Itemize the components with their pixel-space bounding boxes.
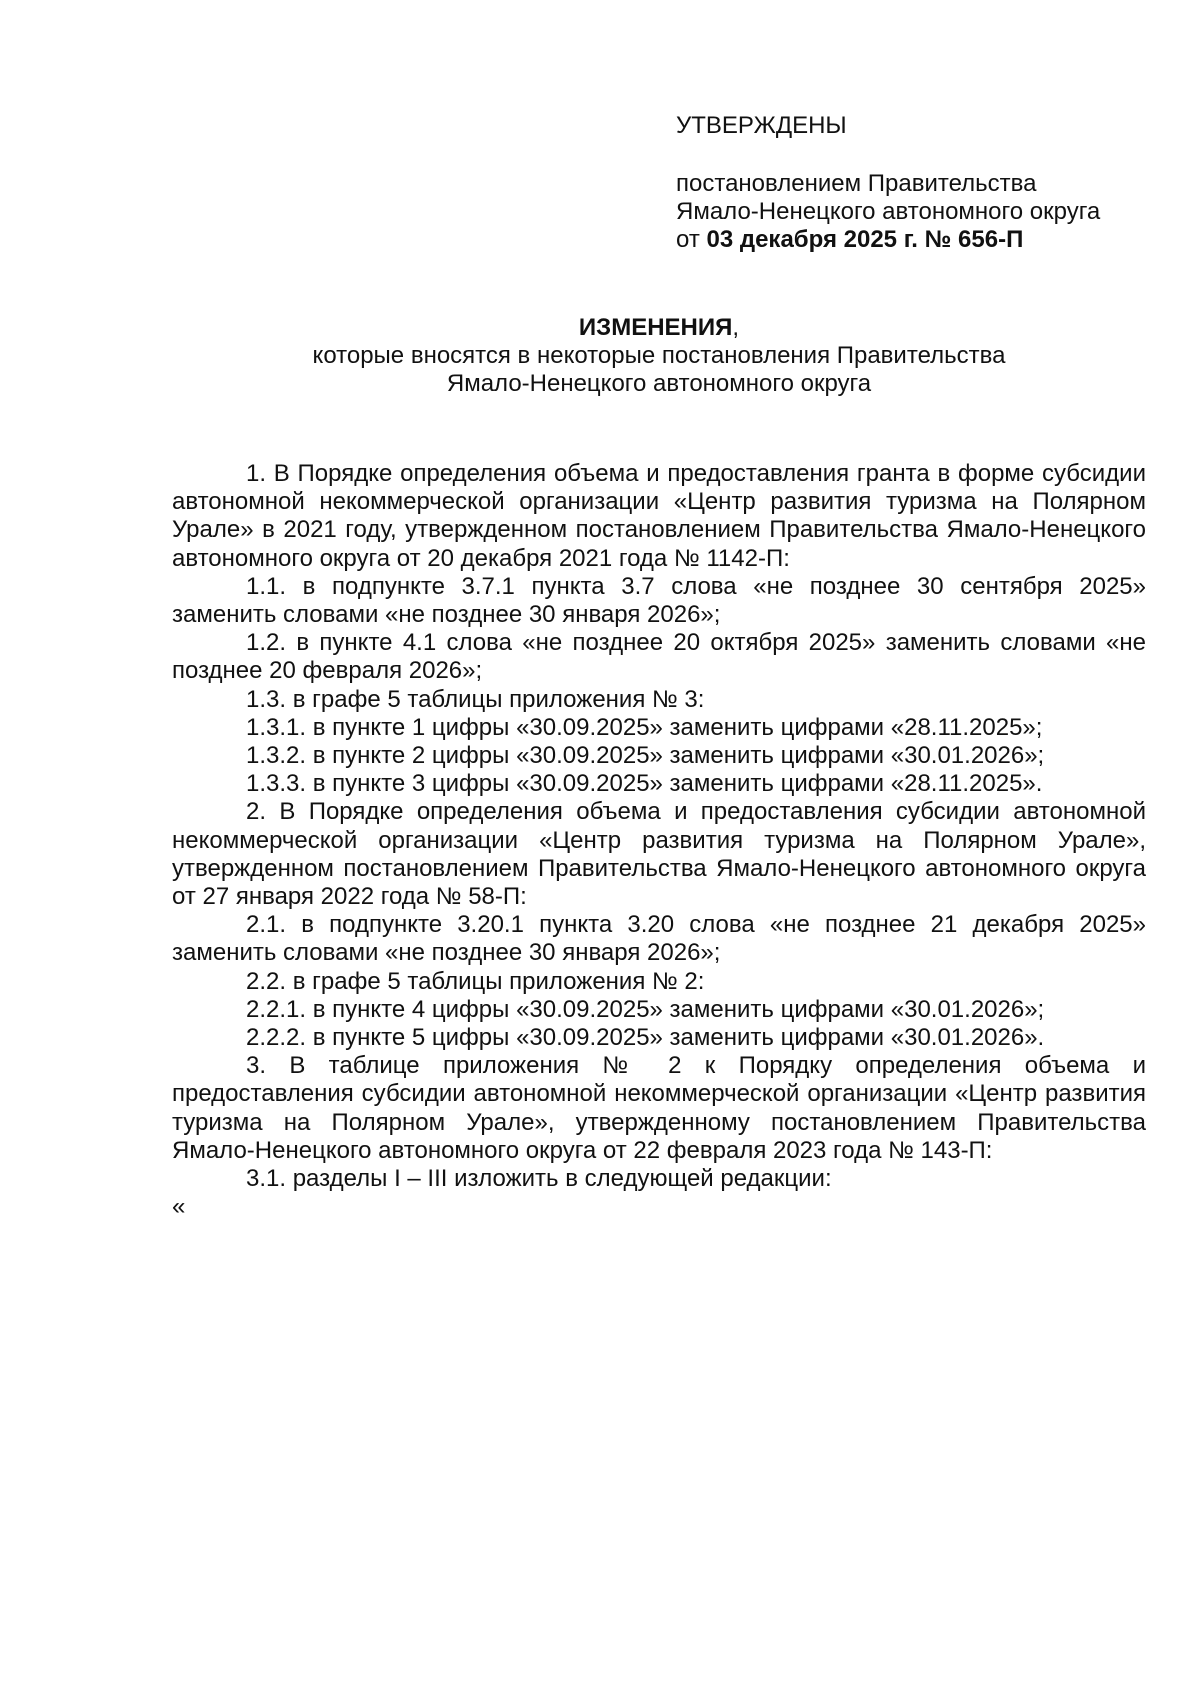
document-body — [172, 460, 1146, 1221]
paragraph-1-3-3: 1.3.3. в пункте 3 цифры «30.09.2025» заменить цифрами «28.11.2025». — [246, 770, 1043, 798]
paragraph-1-3-2: 1.3.2. в пункте 2 цифры «30.09.2025» заменить цифрами «30.01.2026»; — [246, 742, 1045, 770]
document-title-block — [172, 314, 1146, 398]
approved-heading: УТВЕРЖДЕНЫ — [676, 112, 847, 139]
document-title-main: ИЗМЕНЕНИЯ — [578, 314, 733, 341]
paragraph-1-2: 1.2. в пункте 4.1 слова «не позднее 20 октября 2025» заменить словами «не позднее 20 февраля 2026»; — [172, 629, 1146, 685]
document-subtitle-line-2: Ямало-Ненецкого автономного округа — [446, 370, 872, 397]
approval-line-2: Ямало-Ненецкого автономного округа — [676, 198, 1101, 225]
paragraph-2-2: 2.2. в графе 5 таблицы приложения № 2: — [246, 967, 705, 995]
paragraph-3-1: 3.1. разделы I – III изложить в следующей редакции: — [246, 1165, 832, 1193]
paragraph-1-3: 1.3. в графе 5 таблицы приложения № 3: — [246, 685, 705, 713]
approval-date-number: 03 декабря 2025 г. № 656-П — [706, 226, 1024, 253]
opening-quote-mark: « — [172, 1193, 186, 1221]
paragraph-2-2-1: 2.2.1. в пункте 4 цифры «30.09.2025» заменить цифрами «30.01.2026»; — [246, 995, 1045, 1023]
paragraph-3: 3. В таблице приложения № 2 к Порядку определения объема и предоставления субсидии автономной некоммерческой организации «Центр развития туризма на Полярном Урале», утвержденному постановлением Правительства Ямало-Ненецкого автономного округа от 22 февраля 2023 года № 143-П: — [172, 1052, 1146, 1164]
paragraph-1: 1. В Порядке определения объема и предоставления гранта в форме субсидии автономной некоммерческой организации «Центр развития туризма на Полярном Урале» в 2021 году, утвержденном постановлением Правительства Ямало-Ненецкого автономного округа от 20 декабря 2021 года № 1142-П: — [172, 460, 1146, 572]
document-title-comma: , — [732, 314, 740, 341]
paragraph-2: 2. В Порядке определения объема и предоставления субсидии автономной некоммерческой организации «Центр развития туризма на Полярном Урале», утвержденном постановлением Правительства Ямало-Ненецкого автономного округа от 27 января 2022 года № 58-П: — [172, 798, 1146, 911]
paragraph-2-2-2: 2.2.2. в пункте 5 цифры «30.09.2025» заменить цифрами «30.01.2026». — [246, 1024, 1045, 1052]
document-subtitle-line-1: которые вносятся в некоторые постановления Правительства — [312, 342, 1006, 369]
approval-date-line — [676, 226, 1176, 254]
paragraph-1-3-1: 1.3.1. в пункте 1 цифры «30.09.2025» заменить цифрами «28.11.2025»; — [246, 713, 1043, 741]
approval-date-prefix: от — [676, 226, 707, 253]
paragraph-1-1: 1.1. в подпункте 3.7.1 пункта 3.7 слова «не позднее 30 сентября 2025» заменить словами «не позднее 30 января 2026»; — [172, 572, 1146, 629]
approval-line-1: постановлением Правительства — [676, 170, 1037, 197]
approval-block — [676, 112, 1176, 254]
paragraph-2-1: 2.1. в подпункте 3.20.1 пункта 3.20 слова «не позднее 21 декабря 2025» заменить словами «не позднее 30 января 2026»; — [172, 911, 1146, 967]
document-title — [172, 314, 1146, 342]
